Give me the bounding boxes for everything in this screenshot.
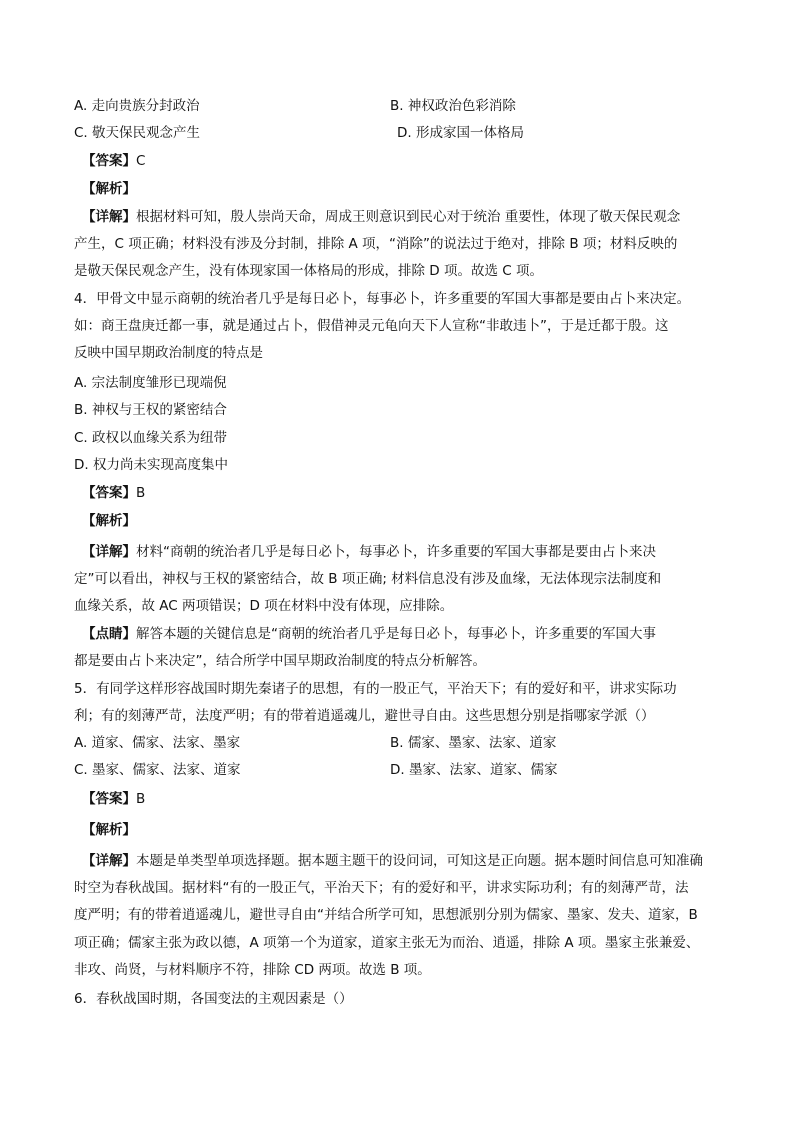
q3-detail-line-1 <box>82 207 680 227</box>
q3-option-b: B. 神权政治色彩消除 <box>390 98 516 114</box>
q3-detail-text-1: 根据材料可知，殷人崇尚天命，周成王则意识到民心对于统治 重要性，体现了敬天保民观念 <box>136 209 681 225</box>
q4-option-d: D. 权力尚未实现高度集中 <box>74 457 228 473</box>
q5-option-a: A. 道家、儒家、法家、墨家 <box>74 735 241 751</box>
q5-answer-value: B <box>136 791 146 807</box>
q6-stem: 6．春秋战国时期，各国变法的主观因素是（） <box>74 991 353 1007</box>
q4-detail-line-1 <box>82 542 656 562</box>
q5-detail-text-1: 本题是单类型单项选择题。据本题主题干的设问词，可知这是正向题。据本题时间信息可知准确 <box>136 853 703 869</box>
q3-option-a: A. 走向贵族分封政治 <box>74 98 200 114</box>
q4-stem-line-2: 如：商王盘庚迁都一事，就是通过占卜，假借神灵元龟向天下人宣称“非敢违卜”，于是迁都于殷。这 <box>74 318 669 334</box>
q3-option-d: D. 形成家国一体格局 <box>397 125 524 141</box>
q4-answer <box>82 483 145 503</box>
q3-option-c: C. 敬天保民观念产生 <box>74 125 201 141</box>
q4-detail-line-3: 血缘关系，故 AC 两项错误；D 项在材料中没有体现，应排除。 <box>74 598 454 614</box>
q4-tip-tag: 【点睛】 <box>82 626 136 642</box>
q5-detail-line-5: 非攻、尚贤，与材料顺序不符，排除 CD 两项。故选 B 项。 <box>74 962 431 978</box>
q4-stem-line-3: 反映中国早期政治制度的特点是 <box>74 345 263 361</box>
q5-answer-tag: 【答案】 <box>82 791 136 807</box>
q5-option-d: D. 墨家、法家、道家、儒家 <box>390 762 558 778</box>
q3-answer-tag: 【答案】 <box>82 153 136 169</box>
q3-analysis-tag: 【解析】 <box>82 181 136 197</box>
q5-detail-line-3: 度严明；有的带着逍遥魂儿，避世寻自由“并结合所学可知，思想派别分别为儒家、墨家、发夫、道家，B <box>74 907 698 923</box>
q4-tip-line-2: 都是要由占卜来决定”，结合所学中国早期政治制度的特点分析解答。 <box>74 653 486 669</box>
q3-answer <box>82 151 145 171</box>
q5-analysis-tag: 【解析】 <box>82 822 136 838</box>
q4-option-a: A. 宗法制度雏形已现端倪 <box>74 375 227 391</box>
q5-option-c: C. 墨家、儒家、法家、道家 <box>74 762 241 778</box>
q5-detail-line-1 <box>82 851 703 871</box>
q4-answer-tag: 【答案】 <box>82 485 136 501</box>
q5-detail-line-4: 项正确；儒家主张为政以德，A 项第一个为道家，道家主张无为而治、逍遥，排除 A 项。墨家主张兼爱、 <box>74 935 700 951</box>
q4-tip-line-1 <box>82 624 656 644</box>
q5-stem-line-1: 5．有同学这样形容战国时期先秦诸子的思想，有的一股正气，平治天下；有的爱好和平，讲求实际功 <box>74 681 677 697</box>
q3-answer-value: C <box>136 153 146 169</box>
q3-detail-line-2: 产生，C 项正确；材料没有涉及分封制，排除 A 项，“消除”的说法过于绝对，排除 B 项；材料反映的 <box>74 236 678 252</box>
q5-stem-line-2: 利；有的刻薄严苛，法度严明；有的带着逍遥魂儿，避世寻自由。这些思想分别是指哪家学派（） <box>74 708 655 724</box>
q4-stem-line-1: 4．甲骨文中显示商朝的统治者几乎是每日必卜，每事必卜，许多重要的军国大事都是要由占卜来决定。 <box>74 291 691 307</box>
q4-tip-text-1: 解答本题的关键信息是“商朝的统治者几乎是每日必卜，每事必卜，许多重要的军国大事 <box>136 626 656 642</box>
q3-detail-line-3: 是敬天保民观念产生，没有体现家国一体格局的形成，排除 D 项。故选 C 项。 <box>74 263 543 279</box>
q4-detail-text-1: 材料“商朝的统治者几乎是每日必卜，每事必卜，许多重要的军国大事都是要由占卜来决 <box>136 544 656 560</box>
q5-answer <box>82 789 145 809</box>
q5-option-b: B. 儒家、墨家、法家、道家 <box>390 735 557 751</box>
q4-analysis-tag: 【解析】 <box>82 513 136 529</box>
q3-detail-tag: 【详解】 <box>82 209 136 225</box>
q5-detail-line-2: 时空为春秋战国。据材料“有的一股正气，平治天下；有的爱好和平，讲求实际功利；有的刻薄严苛，法 <box>74 880 689 896</box>
q4-option-b: B. 神权与王权的紧密结合 <box>74 402 227 418</box>
q4-option-c: C. 政权以血缘关系为纽带 <box>74 430 228 446</box>
q4-detail-tag: 【详解】 <box>82 544 136 560</box>
q4-detail-line-2: 定”可以看出，神权与王权的紧密结合，故 B 项正确; 材料信息没有涉及血缘，无法体现宗法制度和 <box>74 571 662 587</box>
q4-answer-value: B <box>136 485 146 501</box>
q5-detail-tag: 【详解】 <box>82 853 136 869</box>
